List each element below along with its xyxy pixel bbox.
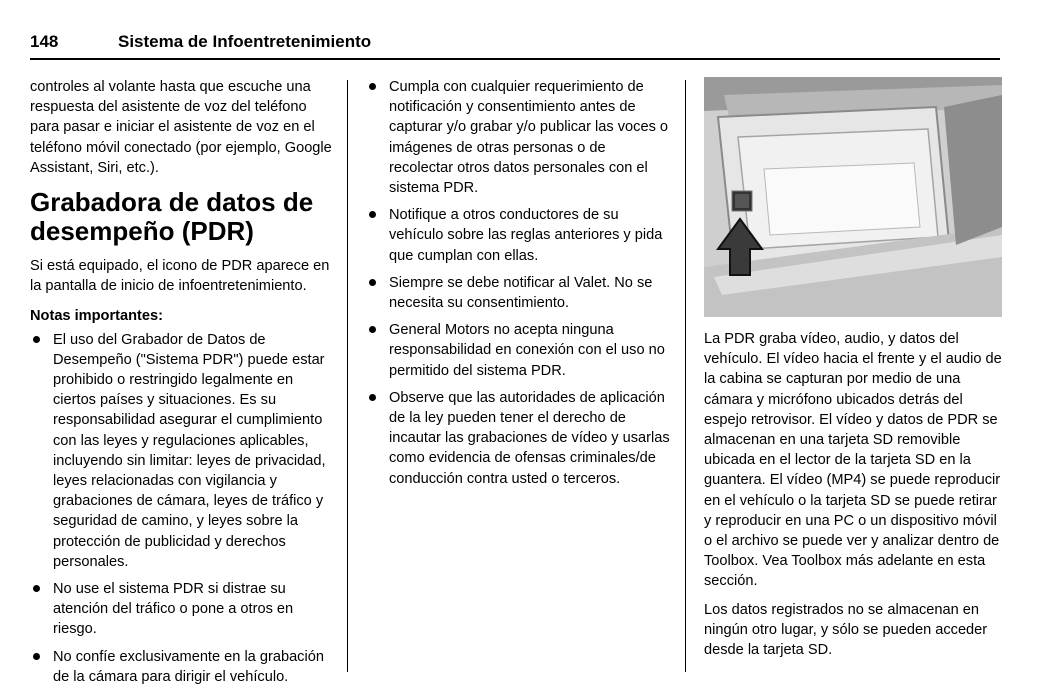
photo-caption: La PDR graba vídeo, audio, y datos del vehículo. El vídeo hacia el frente y el audio de la cabina se capturan por medio de una cámara y micrófono ubicados detrás del espejo retrovisor. El vídeo y datos de PDR se almacenan en una tarjeta SD removible ubicada en el lector de la tarjeta SD en la guantera. El vídeo (MP4) se puede reproducir en el vehículo o la tarjeta SD se puede retirar y reproducir en una PC o un dispositivo móvil o el archivo se puede ver y analizar dentro de Toolbox. Vea Toolbox más adelante en esta sección. xyxy=(704,331,1002,590)
list-item xyxy=(30,330,334,572)
list-item-text: No use el sistema PDR si distrae su atención del tráfico o pone a otros en riesgo. xyxy=(53,581,294,638)
notes-title: Notas importantes: xyxy=(30,308,163,325)
list-item-text: Siempre se debe notificar al Valet. No se necesita su consentimiento. xyxy=(389,274,653,312)
list-item xyxy=(366,320,670,381)
article-heading: Grabadora de datos de desempeño (PDR) xyxy=(30,187,314,247)
storage-paragraph: Los datos registrados no se almacenan en ningún otro lugar, y sólo se pueden acceder desde la tarjeta SD. xyxy=(704,601,988,659)
glovebox-photo xyxy=(704,77,1002,317)
bullet-dot xyxy=(33,336,40,343)
section-title: Sistema de Infoentretenimiento xyxy=(118,32,372,51)
list-item xyxy=(30,647,334,687)
pdr-intro-paragraph: Si está equipado, el icono de PDR aparece en la pantalla de inicio de infoentretenimiento. xyxy=(30,258,330,295)
intro-paragraph: controles al volante hasta que escuche una respuesta del asistente de voz del teléfono para pasar e iniciar el asistente de voz en el teléfono móvil conectado (por ejemplo, Google Assistant, Siri, etc.). xyxy=(30,79,332,176)
bullet-dot xyxy=(369,211,376,218)
list-item-text: Notifique a otros conductores de su vehículo sobre las reglas anteriores y pida que cumplan con ellas. xyxy=(389,207,663,264)
page-number: 148 xyxy=(30,32,59,51)
list-item xyxy=(366,273,670,313)
list-item-text: El uso del Grabador de Datos de Desempeño ("Sistema PDR") puede estar prohibido o restringido legalmente en ciertos países y situaciones. Es su responsabilidad asegurar el cumplimiento con las leyes y regulaciones aplicables, incluyendo sin limitar: leyes de privacidad, leyes relacionadas con vigilancia y grabaciones de cámara, leyes de tráfico y seguridad de camino, y leyes sobre la protección de publicidad y derechos personales. xyxy=(53,331,326,570)
bullet-dot xyxy=(369,83,376,90)
list-item xyxy=(366,77,670,198)
list-item-text: General Motors no acepta ninguna responsabilidad en conexión con el uso no permitido del sistema PDR. xyxy=(389,322,665,379)
list-item-text: No confíe exclusivamente en la grabación de la cámara para dirigir el vehículo. xyxy=(53,648,324,685)
bullet-dot xyxy=(369,279,376,286)
list-item xyxy=(30,579,334,640)
column-left xyxy=(30,77,334,694)
column-middle xyxy=(366,77,670,496)
glovebox-illustration xyxy=(704,77,1002,317)
bullet-dot xyxy=(33,653,40,660)
column-divider xyxy=(685,80,686,672)
list-item-text: Cumpla con cualquier requerimiento de notificación y consentimiento antes de capturar y/o grabar y/o publicar las voces o imágenes de otras personas o de recolectar otros datos personales con el sistema PDR. xyxy=(389,79,669,197)
notes-list xyxy=(30,330,334,687)
bullet-dot xyxy=(33,585,40,592)
bullet-dot xyxy=(369,326,376,333)
list-item xyxy=(366,388,670,489)
list-item xyxy=(366,205,670,266)
notes-list-continued xyxy=(366,77,670,489)
page-header xyxy=(30,30,1000,60)
column-right xyxy=(704,77,1004,665)
column-divider xyxy=(347,80,348,672)
bullet-dot xyxy=(369,394,376,401)
list-item-text: Observe que las autoridades de aplicación de la ley pueden tener el derecho de incautar las grabaciones de vídeo y usarlas como evidencia de ofensas criminales/de conducción contra usted o terceros. xyxy=(389,389,670,487)
